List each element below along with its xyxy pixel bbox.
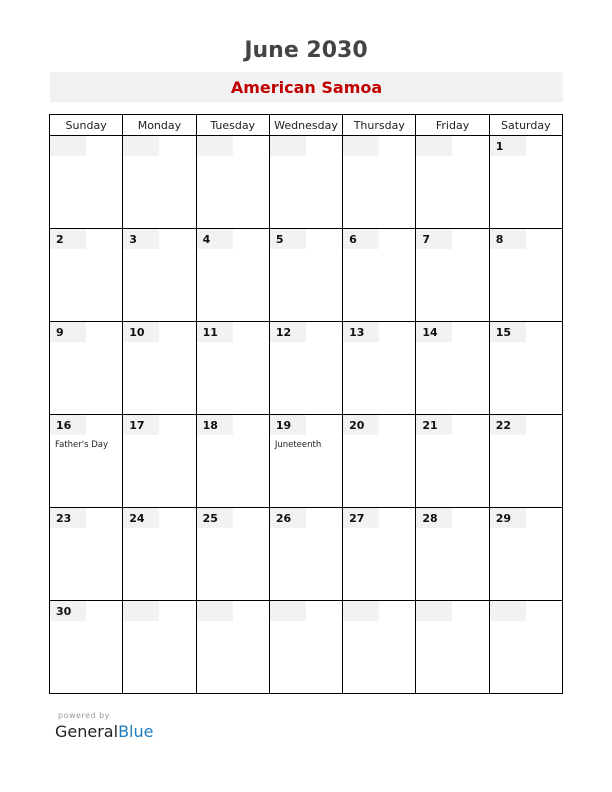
day-number: 15 [490,322,526,342]
day-cell [416,415,489,508]
weekday-thursday: Thursday [343,115,416,136]
day-cell [416,229,489,322]
day-number [270,601,306,621]
brand-name-part1: General [55,722,119,741]
day-number [123,136,159,156]
day-number: 22 [490,415,526,435]
day-number [416,136,452,156]
day-number [50,136,86,156]
day-cell [50,601,123,694]
day-cell [123,415,196,508]
day-cell [50,508,123,601]
day-number: 21 [416,415,452,435]
week-row [50,322,563,415]
weekday-saturday: Saturday [489,115,562,136]
day-number: 2 [50,229,86,249]
day-number: 13 [343,322,379,342]
day-cell [489,415,562,508]
day-cell [416,136,489,229]
day-cell [343,136,416,229]
day-number: 23 [50,508,86,528]
day-number: 30 [50,601,86,621]
day-number: 20 [343,415,379,435]
day-cell [269,136,342,229]
holiday-label: Father's Day [55,440,109,450]
day-number: 18 [197,415,233,435]
weekday-tuesday: Tuesday [196,115,269,136]
day-number: 19 [270,415,306,435]
weekday-header-row [50,115,563,136]
day-number [343,136,379,156]
day-number [197,136,233,156]
day-cell [196,322,269,415]
day-number [416,601,452,621]
day-cell [269,229,342,322]
day-cell [489,136,562,229]
day-number: 6 [343,229,379,249]
day-cell [50,136,123,229]
calendar-title: June 2030 [244,38,368,63]
week-row [50,415,563,508]
holiday-label: Juneteenth [274,440,322,450]
weekday-monday: Monday [123,115,196,136]
day-cell [123,601,196,694]
day-cell [196,601,269,694]
week-row [50,229,563,322]
day-cell [269,508,342,601]
day-number: 11 [197,322,233,342]
weekday-sunday: Sunday [50,115,123,136]
day-number: 10 [123,322,159,342]
day-cell [123,508,196,601]
day-cell [196,136,269,229]
day-cell [50,322,123,415]
day-number [197,601,233,621]
day-number: 14 [416,322,452,342]
weekday-friday: Friday [416,115,489,136]
day-number: 17 [123,415,159,435]
day-cell [343,508,416,601]
day-cell [343,322,416,415]
day-cell [196,229,269,322]
week-row [50,601,563,694]
day-number [123,601,159,621]
day-number: 12 [270,322,306,342]
day-cell [416,508,489,601]
region-name: American Samoa [230,78,383,97]
day-number: 25 [197,508,233,528]
day-cell [269,415,342,508]
day-number: 1 [490,136,526,156]
day-number: 3 [123,229,159,249]
day-number: 7 [416,229,452,249]
brand-logo [55,722,153,741]
day-number: 27 [343,508,379,528]
day-cell [123,136,196,229]
brand-name-part2: Blue [118,722,154,741]
region-banner [50,72,563,102]
day-number: 28 [416,508,452,528]
day-cell [269,601,342,694]
week-row [50,508,563,601]
day-cell [416,601,489,694]
day-cell [196,508,269,601]
day-cell [489,601,562,694]
day-cell [489,508,562,601]
day-number: 24 [123,508,159,528]
day-cell [343,415,416,508]
day-number: 26 [270,508,306,528]
day-cell [50,229,123,322]
day-number [343,601,379,621]
day-cell [196,415,269,508]
day-number: 8 [490,229,526,249]
day-cell [489,322,562,415]
day-cell [123,322,196,415]
day-cell [343,229,416,322]
day-number [270,136,306,156]
day-number: 5 [270,229,306,249]
day-number: 4 [197,229,233,249]
day-cell [416,322,489,415]
day-cell [50,415,123,508]
weekday-wednesday: Wednesday [269,115,342,136]
day-cell [269,322,342,415]
day-number [490,601,526,621]
week-row [50,136,563,229]
day-number: 16 [50,415,86,435]
day-cell [343,601,416,694]
powered-by-label: powered by [58,711,110,720]
day-number: 9 [50,322,86,342]
calendar-grid [49,114,563,694]
day-cell [489,229,562,322]
day-cell [123,229,196,322]
day-number: 29 [490,508,526,528]
